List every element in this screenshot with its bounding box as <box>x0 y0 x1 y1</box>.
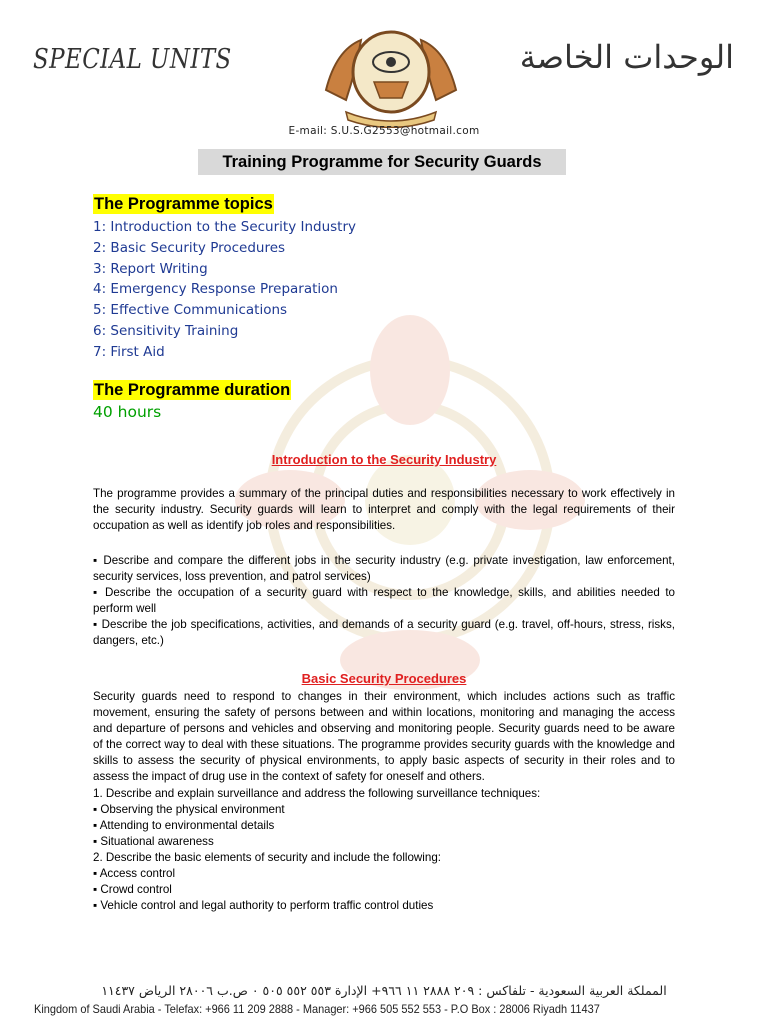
paragraph: Security guards need to respond to changes in their environment, which includes actions such as traffic movement, ensuring the safety of persons between and within locations, monitoring and managing the access and departure of persons and vehicles and observing and monitoring people. Security guards need to be aware of the correct way to deal with these situations. The programme provides security guards with the knowledge and skills to assess the security of physical environments, to apply basic aspects of security in their roles and to assess the impact of drug use in the context of safety for oneself and others. <box>93 690 675 784</box>
list-item: 1. Describe and explain surveillance and address the following surveillance techniques: <box>93 786 541 800</box>
intro-paragraph <box>93 486 675 534</box>
bullet-item: ▪ Describe the job specifications, activities, and demands of a security guard (e.g. travel, off-hours, stress, risks, dangers, etc.) <box>93 618 675 648</box>
list-item: ▪ Attending to environmental details <box>93 818 275 832</box>
document-title: Training Programme for Security Guards <box>198 149 566 175</box>
paragraph: The programme provides a summary of the principal duties and responsibilities necessary to work effectively in the security industry. Security guards will learn to interpret and comply with the legal requirements of their occupation as well as identify job roles and responsibilities. <box>93 487 675 533</box>
list-item: ▪ Crowd control <box>93 883 172 897</box>
basic-procedures-body <box>93 689 675 914</box>
list-item: ▪ Access control <box>93 867 176 881</box>
duration-heading: The Programme duration <box>94 381 291 399</box>
list-item: 7: First Aid <box>93 343 165 360</box>
intro-heading: Introduction to the Security Industry <box>271 452 497 467</box>
list-item: ▪ Observing the physical environment <box>93 802 285 816</box>
list-item: 2. Describe the basic elements of security and include the following: <box>93 850 441 864</box>
list-item: ▪ Vehicle control and legal authority to perform traffic control duties <box>93 899 434 913</box>
special-units-text: SPECIAL UNITS <box>33 44 232 75</box>
list-item: ▪ Situational awareness <box>93 834 214 848</box>
list-item: 2: Basic Security Procedures <box>93 239 286 256</box>
footer-english: Kingdom of Saudi Arabia - Telefax: +966 11 209 2888 - Manager: +966 505 552 553 - P.O Box : 28006 Riyadh 11437 <box>34 1002 600 1016</box>
intro-bullets <box>93 553 675 650</box>
bullet-item: ▪ Describe the occupation of a security guard with respect to the knowledge, skills, and abilities needed to perform well <box>93 586 675 616</box>
duration-value: 40 hours <box>93 403 162 421</box>
list-item: 4: Emergency Response Preparation <box>93 281 338 298</box>
list-item: 1: Introduction to the Security Industry <box>93 219 357 235</box>
special-units-arabic-text: الوحدات الخاصة <box>519 38 734 76</box>
list-item: 5: Effective Communications <box>93 302 288 319</box>
special-units-logo <box>316 20 466 128</box>
list-item: 6: Sensitivity Training <box>93 322 239 339</box>
bullet-item: ▪ Describe and compare the different jobs in the security industry (e.g. private investigation, law enforcement, security services, loss prevention, and patrol services) <box>93 554 675 584</box>
list-item: 3: Report Writing <box>93 260 208 277</box>
basic-procedures-heading: Basic Security Procedures <box>301 671 467 686</box>
topics-list <box>93 217 356 363</box>
email-line: E-mail: S.U.S.G2553@hotmail.com <box>288 125 480 137</box>
footer-arabic: المملكة العربية السعودية - تلفاكس : ٢٠٩ ٢٨٨٨ ١١ ٩٦٦+ الإدارة ٥٥٣ ٥٥٢ ٥٠٥ ٠ ص.ب ٢٨٠٠٦ الرياض ١١٤٣٧ <box>101 983 667 998</box>
topics-heading: The Programme topics <box>94 195 273 213</box>
